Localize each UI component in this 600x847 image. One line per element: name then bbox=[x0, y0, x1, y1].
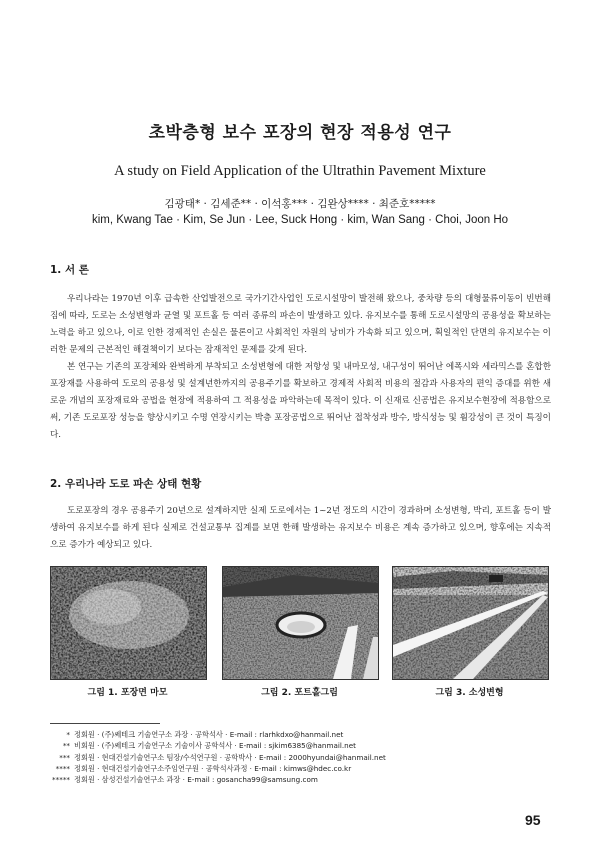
footnote-item bbox=[50, 774, 550, 785]
pothole-icon bbox=[223, 567, 378, 679]
footnote-mark: ***** bbox=[52, 775, 70, 785]
footnote-text: 정회원 · 삼성건설기술연구소 과장 · E-mail : gosancha99@samsung.com bbox=[74, 775, 318, 785]
section-heading-introduction: 1. 서 론 bbox=[50, 264, 89, 276]
footnote-mark: * bbox=[66, 730, 70, 739]
figure-3-photo bbox=[392, 566, 549, 680]
page-number: 95 bbox=[525, 812, 541, 828]
paper-title-korean: 초박층형 보수 포장의 현장 적용성 연구 bbox=[148, 123, 452, 143]
intro-paragraph-2: 본 연구는 기존의 포장체와 완벽하게 부착되고 소성변형에 대한 저항성 및 내마모성, 내구성이 뛰어난 에폭시와 세라믹스를 혼합한 포장재를 사용하여 도로의 공용성 및 설계년한까지의 공용주기를 확보하고 경제적 사회적 비용의 절감과 사용자의 편익 증대를 위한 새로운 개념의 포장재료와 공법을 현장에 적용하여 그 적용성을 파악하는데 목적이 있다. 이 신재료 신공법은 유지보수현장에 적용함으로써, 기존 도로포장 성능을 향상시키고 수명 연장시키는 박층 포장공법으로 뛰어난 접착성과 방수, 방식성능 및 휨강성이 큰 것이 특징이다. bbox=[50, 362, 551, 440]
footnote-text: 정회원 · 현대건설기술연구소 팀장/수석연구원 · 공학박사 · E-mail : 2000hyundai@hanmail.net bbox=[74, 752, 386, 762]
footnote-item bbox=[50, 729, 550, 740]
footnote-item bbox=[50, 763, 550, 774]
footnote-mark: *** bbox=[59, 752, 70, 762]
author-list-korean: 김광태* · 김세준** · 이석홍*** · 김완상**** · 최준호***** bbox=[164, 198, 436, 210]
footnote-divider bbox=[50, 723, 160, 724]
footnote-item bbox=[50, 752, 550, 763]
footnote-list bbox=[50, 729, 550, 785]
footnote-item bbox=[50, 740, 550, 751]
footnote-text: 정회원 · (주)쎄테크 기술연구소 과장 · 공학석사 · E-mail : rlarhkdxo@hanmail.net bbox=[74, 730, 344, 739]
footnote-mark: **** bbox=[55, 763, 70, 773]
footnote-mark: ** bbox=[62, 741, 70, 751]
author-list-english: kim, Kwang Tae · Kim, Se Jun · Lee, Suck Hong · kim, Wan Sang · Choi, Joon Ho bbox=[91, 214, 509, 226]
intro-paragraph-1: 우리나라는 1970년 이후 급속한 산업발전으로 국가기간사업인 도로시설망이 발전해 왔으나, 중차량 등의 대형물류이동이 빈번해짐에 따라, 도로는 소성변형과 균열 및 포트홀 등 여러 종류의 파손이 발생하고 있다. 유지보수를 통해 도로시설망의 공용성을 확보하는 노력을 하고 있으나, 이로 인한 경제적인 손실은 물론이고 사회적인 자원의 낭비가 가속화 되고 있으며, 획일적인 단면의 유지보수는 이러한 문제의 근본적인 해결책이기 보다는 잠재적인 문제를 갖게 된다. bbox=[50, 294, 551, 355]
figure-2-photo bbox=[222, 566, 379, 680]
rutting-icon bbox=[393, 567, 548, 679]
section-heading-road-damage: 2. 우리나라 도로 파손 상태 현황 bbox=[50, 478, 202, 490]
paper-title-english: A study on Field Application of the Ultrathin Pavement Mixture bbox=[114, 163, 486, 179]
footnote-text: 비회원 · (주)쎄테크 기술연구소 기술이사 공학석사 · E-mail : sjkim6385@hanmail.net bbox=[74, 741, 356, 751]
figure-2-caption: 그림 2. 포트홀그림 bbox=[261, 688, 338, 698]
figure-3-caption: 그림 3. 소성변형 bbox=[435, 688, 504, 698]
figure-1-photo bbox=[50, 566, 207, 680]
road-damage-paragraph: 도로포장의 경우 공용주기 20년으로 설계하지만 실제 도로에서는 1~2년 정도의 시간이 경과하며 소성변형, 박리, 포트홀 등이 발생하여 유지보수를 하게 된다 실제로 건설교통부 집계를 보면 한해 발생하는 유지보수 비용은 계속 증가하고 있으며, 향후에는 지속적으로 증가가 예상되고 있다. bbox=[50, 506, 551, 550]
footnote-text: 정회원 · 현대건설기술연구소주임연구원 · 공학석사과정 · E-mail : kimws@hdec.co.kr bbox=[74, 763, 352, 773]
figure-1-caption: 그림 1. 포장면 마모 bbox=[87, 688, 168, 698]
worn-surface-icon bbox=[51, 567, 206, 679]
